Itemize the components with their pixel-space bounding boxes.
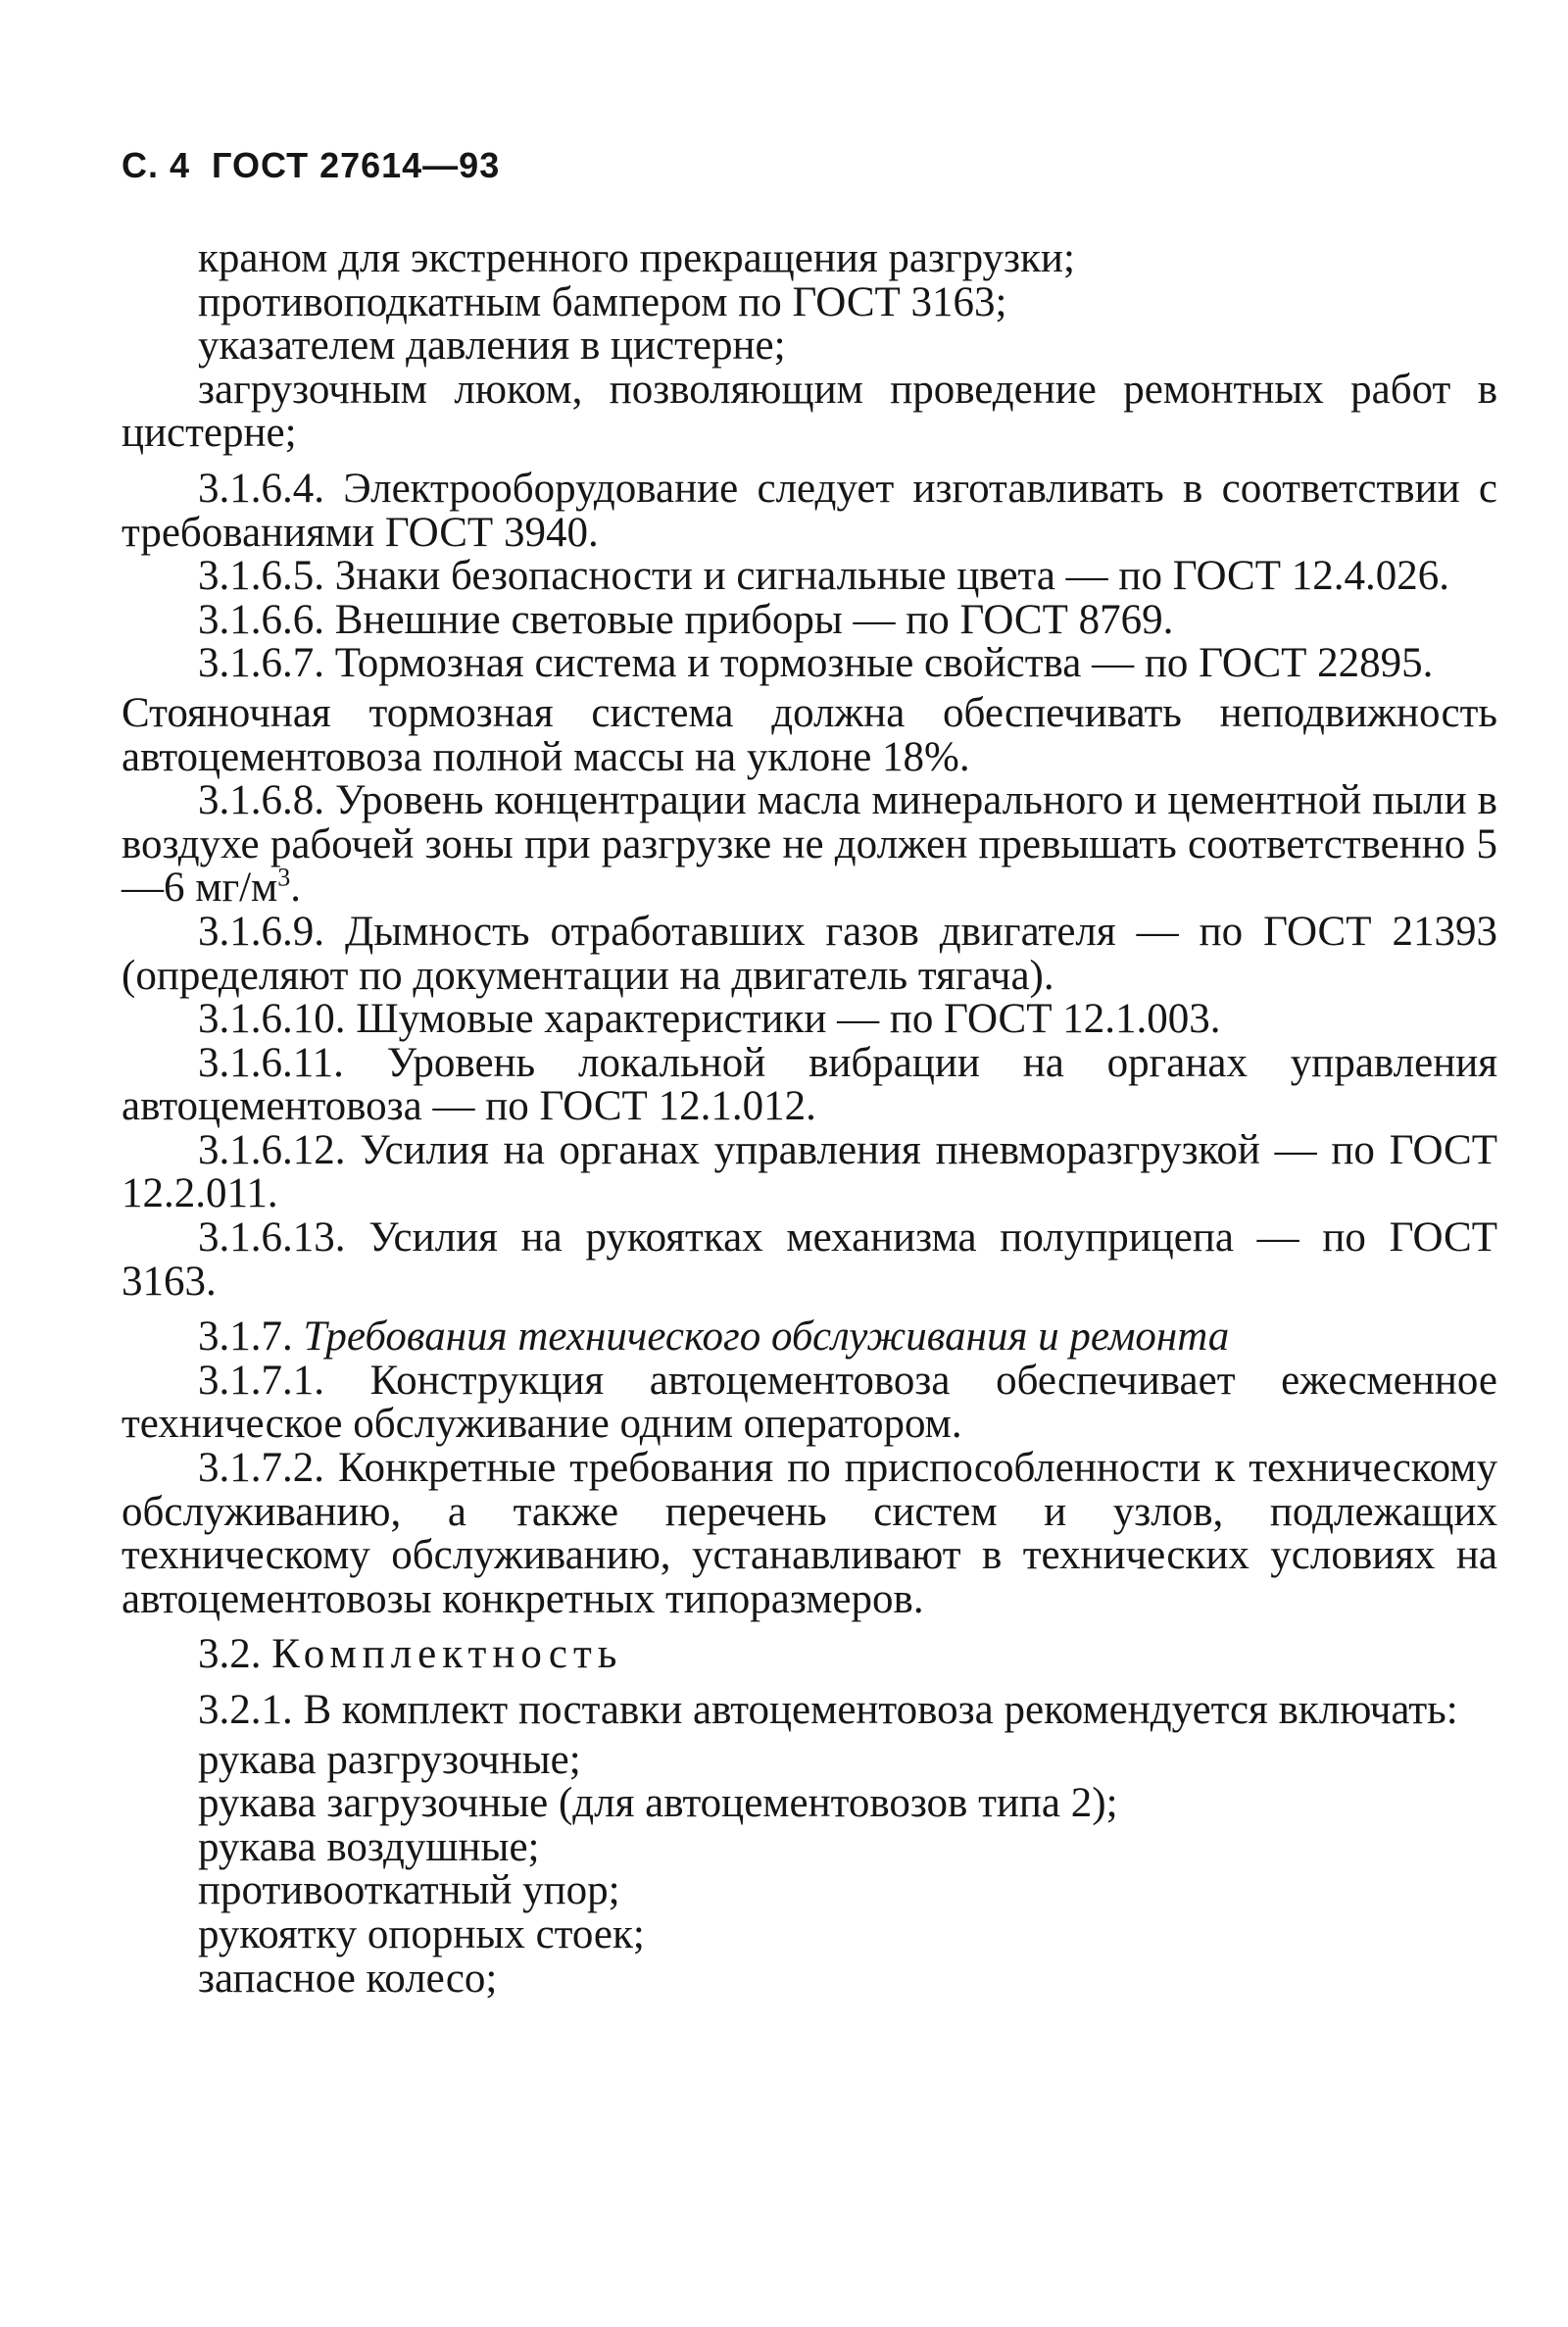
list-item: указателем давления в цистерне; bbox=[198, 322, 786, 370]
clause-3-1-6-13: 3.1.6.13. Усилия на рукоятках механизма полуприцепа — по ГОСТ 3163. bbox=[122, 1214, 1497, 1305]
clause-3-1-7-2: 3.1.7.2. Конкретные требования по приспособленности к техническому обслуживанию, а также перечень систем и узлов, подлежащих техническому обслуживанию, устанавливают в технических условиях на автоцементовозы конкретных типоразмеров. bbox=[122, 1445, 1497, 1622]
list-item: рукава разгрузочные; bbox=[198, 1736, 581, 1783]
section-3-2-number: 3.2. bbox=[198, 1631, 272, 1678]
list-item: противооткатный упор; bbox=[198, 1867, 620, 1914]
list-item: рукоятку опорных стоек; bbox=[198, 1910, 645, 1957]
clause-3-1-6-12: 3.1.6.12. Усилия на органах управления пневморазгрузкой — по ГОСТ 12.2.011. bbox=[122, 1126, 1497, 1217]
section-3-2-heading bbox=[122, 1633, 1497, 1677]
clause-3-2-1: 3.2.1. В комплект поставки автоцементовоза рекомендуется включать: bbox=[198, 1687, 1458, 1733]
clause-3-1-6-4: 3.1.6.4. Электрооборудование следует изготавливать в соответствии с требованиями ГОСТ 3940. bbox=[122, 465, 1497, 556]
standard-code: ГОСТ 27614—93 bbox=[212, 145, 501, 185]
list-item: рукава загрузочные (для автоцементовозов типа 2); bbox=[198, 1780, 1118, 1827]
clause-3-1-7-1: 3.1.7.1. Конструкция автоцементовоза обеспечивает ежесменное техническое обслуживание одним оператором. bbox=[122, 1357, 1497, 1448]
list-item: запасное колесо; bbox=[198, 1955, 498, 2002]
section-3-1-7-heading bbox=[122, 1315, 1497, 1360]
list-item: загрузочным люком, позволяющим проведение ремонтных работ в цистерне; bbox=[122, 366, 1497, 457]
section-3-1-7-number: 3.1.7. bbox=[198, 1313, 304, 1361]
clause-3-1-6-8 bbox=[122, 779, 1497, 911]
page-header bbox=[122, 145, 500, 186]
clause-3-1-6-10: 3.1.6.10. Шумовые характеристики — по ГОСТ 12.1.003. bbox=[198, 996, 1221, 1043]
clause-3-1-6-9: 3.1.6.9. Дымность отработавших газов двигателя — по ГОСТ 21393 (определяют по документации на двигатель тягача). bbox=[122, 908, 1497, 999]
list-item: противоподкатным бампером по ГОСТ 3163; bbox=[198, 278, 1007, 325]
list-item: краном для экстренного прекращения разгрузки; bbox=[198, 235, 1075, 281]
clause-3-1-6-11: 3.1.6.11. Уровень локальной вибрации на органах управления автоцементовоза — по ГОСТ 12.1.012. bbox=[122, 1039, 1497, 1130]
document-body bbox=[122, 237, 1497, 2001]
clause-3-1-6-8-text: 3.1.6.8. Уровень концентрации масла минерального и цементной пыли в воздухе рабочей зоны при разгрузке не должен превышать соответственно 5—6 мг/м bbox=[122, 777, 1497, 912]
page-number: С. 4 bbox=[122, 145, 191, 185]
clause-3-1-6-7: 3.1.6.7. Тормозная система и тормозные свойства — по ГОСТ 22895. bbox=[198, 640, 1434, 687]
clause-3-1-6-6: 3.1.6.6. Внешние световые приборы — по ГОСТ 8769. bbox=[198, 596, 1174, 643]
clause-parking-brake: Стояночная тормозная система должна обеспечивать неподвижность автоцементовоза полной массы на уклоне 18%. bbox=[122, 689, 1497, 780]
list-item: рукава воздушные; bbox=[198, 1823, 540, 1870]
superscript-3: 3 bbox=[277, 863, 291, 892]
section-3-2-title: Комплектность bbox=[271, 1631, 623, 1678]
section-3-1-7-title: Требования технического обслуживания и ремонта bbox=[303, 1313, 1230, 1361]
clause-3-1-6-5: 3.1.6.5. Знаки безопасности и сигнальные цвета — по ГОСТ 12.4.026. bbox=[198, 553, 1450, 600]
clause-3-1-6-8-period: . bbox=[290, 865, 302, 912]
